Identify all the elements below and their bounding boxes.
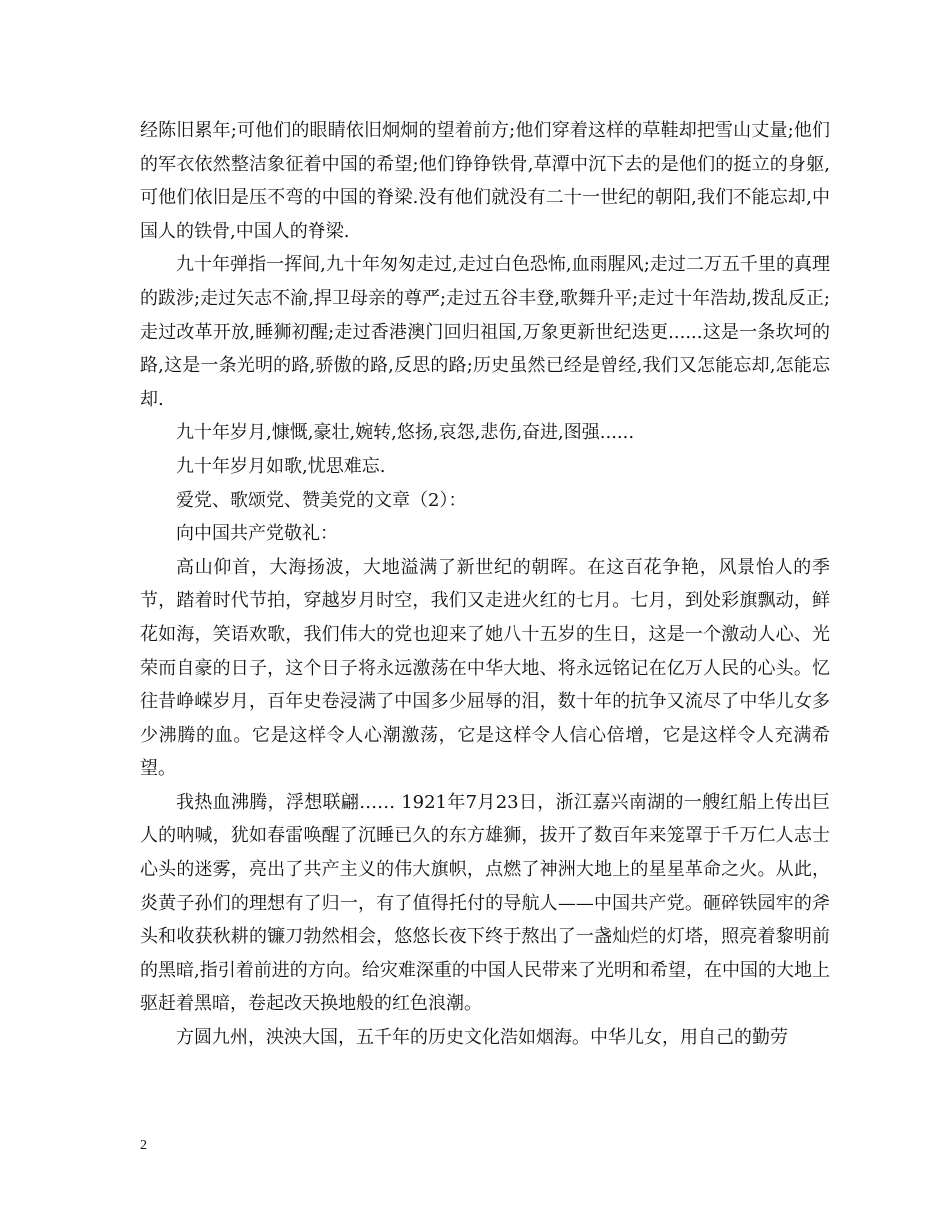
- paragraph-7: 高山仰首，大海扬波，大地溢满了新世纪的朝晖。在这百花争艳，风景怡人的季节，踏着时代节拍，穿越岁月时空，我们又走进火红的七月。七月，到处彩旗飘动，鲜花如海，笑语欢歌，我们伟大的党也迎来了她八十五岁的生日，这是一个激动人心、光荣而自豪的日子，这个日子将永远激荡在中华大地、将永远铭记在亿万人民的心头。忆往昔峥嵘岁月，百年史卷浸满了中国多少屈辱的泪，数十年的抗争又流尽了中华儿女多少沸腾的血。它是这样令人心潮激荡，它是这样令人信心倍增，它是这样令人充满希望。: [140, 556, 830, 780]
- page-number: 2: [140, 1138, 147, 1153]
- body-text: [140, 114, 830, 1055]
- paragraph-8: 我热血沸腾，浮想联翩…… 1921年7月23日，浙江嘉兴南湖的一艘红船上传出巨人的呐喊，犹如春雷唤醒了沉睡已久的东方雄狮，拔开了数百年来笼罩于千万仁人志士心头的迷雾，亮出了共产主义的伟大旗帜，点燃了神洲大地上的星星革命之火。从此，炎黄子孙们的理想有了归一，有了值得托付的导航人——中国共产党。砸碎铁园牢的斧头和收获秋耕的镰刀勃然相会，悠悠长夜下终于熬出了一盏灿烂的灯塔，照亮着黎明前的黑暗,指引着前进的方向。给灾难深重的中国人民带来了光明和希望，在中国的大地上驱赶着黑暗，卷起改天换地般的红色浪潮。: [140, 791, 830, 1015]
- paragraph-1: 经陈旧累年;可他们的眼睛依旧炯炯的望着前方;他们穿着这样的草鞋却把雪山丈量;他们的军衣依然整洁象征着中国的希望;他们铮铮铁骨,草潭中沉下去的是他们的挺立的身躯,可他们依旧是压不弯的中国的脊梁.没有他们就没有二十一世纪的朝阳,我们不能忘却,中国人的铁骨,中国人的脊梁.: [140, 120, 830, 242]
- paragraph-9: 方圆九州，泱泱大国，五千年的历史文化浩如烟海。中华儿女，用自己的勤劳: [176, 1027, 788, 1049]
- section-heading: 爱党、歌颂党、赞美党的文章（2）：: [176, 489, 467, 511]
- paragraph-4: 九十年岁月如歌,忧思难忘.: [176, 455, 386, 477]
- paragraph-2: 九十年弹指一挥间,九十年匆匆走过,走过白色恐怖,血雨腥风;走过二万五千里的真理的跋涉;走过矢志不渝,捍卫母亲的尊严;走过五谷丰登,歌舞升平;走过十年浩劫,拨乱反正;走过改革开放,睡狮初醒;走过香港澳门回归祖国,万象更新世纪迭更......这是一条坎坷的路,这是一条光明的路,骄傲的路,反思的路;历史虽然已经是曾经,我们又怎能忘却,怎能忘却.: [140, 254, 830, 410]
- article-title: 向中国共产党敬礼：: [176, 523, 338, 545]
- paragraph-3: 九十年岁月,慷慨,豪壮,婉转,悠扬,哀怨,悲伤,奋进,图强......: [176, 422, 635, 444]
